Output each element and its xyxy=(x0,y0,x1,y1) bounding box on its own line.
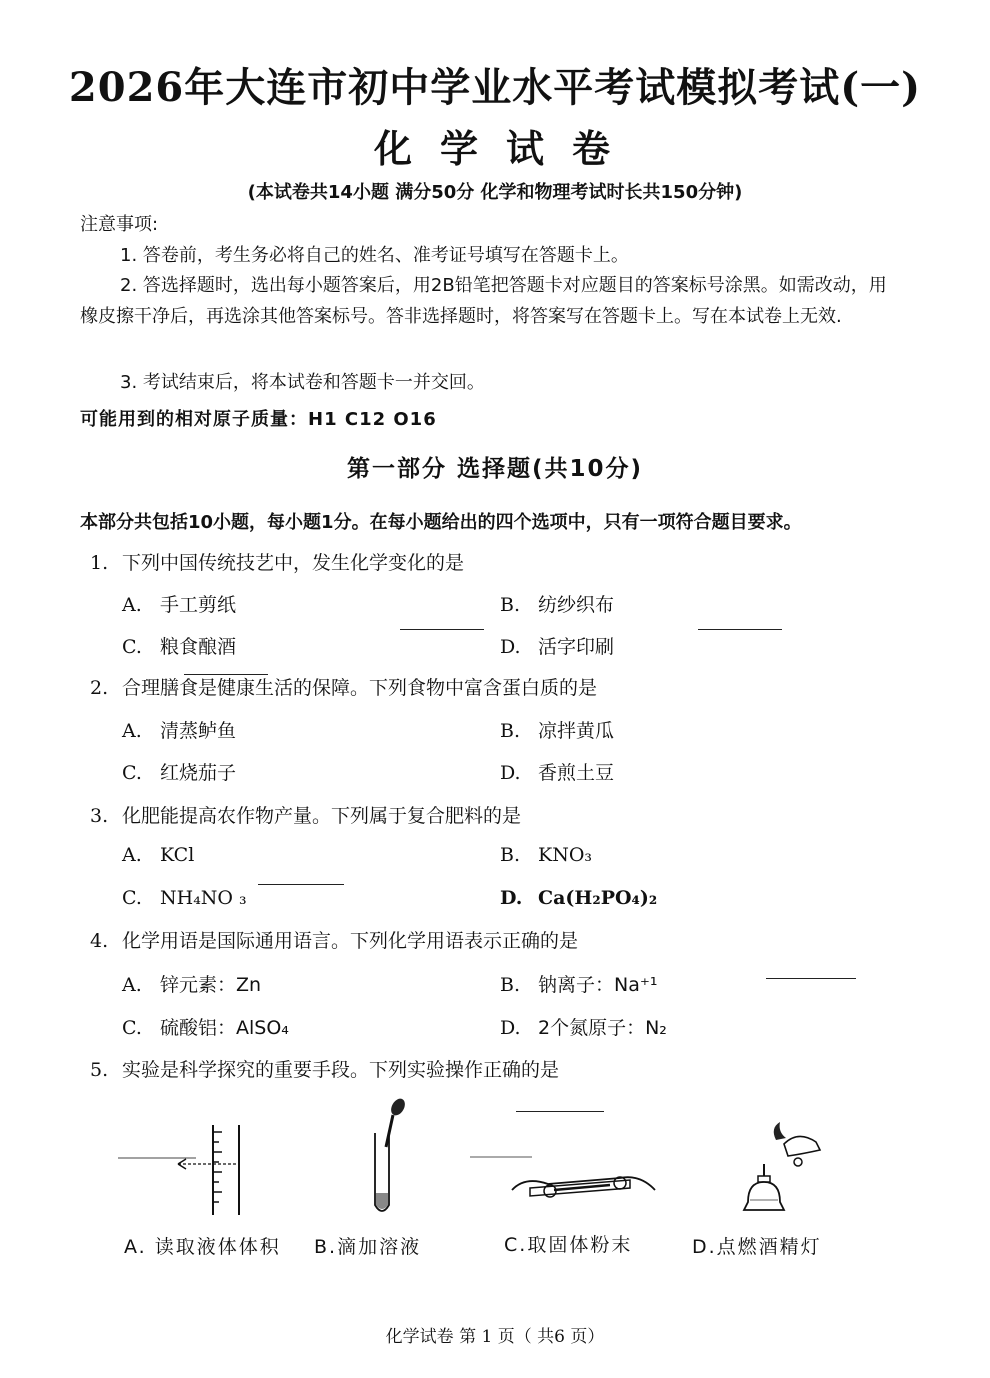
question-number: 2. xyxy=(90,677,109,699)
option-label: A. xyxy=(122,720,142,742)
q1-option-b xyxy=(500,590,614,617)
option-text: 2个氮原子：N₂ xyxy=(538,1017,667,1039)
part-description: 本部分共包括10小题，每小题1分。在每小题给出的四个选项中，只有一项符合题目要求。 xyxy=(80,512,802,533)
option-label: A. xyxy=(124,1236,147,1258)
option-text: 锌元素：Zn xyxy=(160,974,262,996)
caption-a xyxy=(124,1232,281,1259)
q3-option-b xyxy=(500,844,592,866)
option-text: 清蒸鲈鱼 xyxy=(160,720,237,742)
option-text: 粮食酿酒 xyxy=(160,636,237,658)
option-label: A. xyxy=(122,974,142,996)
page-footer: 化学试卷 第 1 页（ 共6 页） xyxy=(385,1327,605,1347)
stray-line xyxy=(184,674,268,675)
option-text: 活字印刷 xyxy=(538,636,615,658)
option-text: KCl xyxy=(160,844,195,866)
option-text: 钠离子：Na⁺¹ xyxy=(538,974,658,996)
q4-option-c xyxy=(122,1013,289,1040)
question-1 xyxy=(90,548,464,575)
q3-option-d xyxy=(500,887,657,909)
option-label: B. xyxy=(500,844,521,866)
option-text: 纺纱织布 xyxy=(538,594,615,616)
exam-subtitle: (本试卷共14小题 满分50分 化学和物理考试时长共150分钟) xyxy=(247,182,743,203)
caption-d xyxy=(692,1232,822,1259)
option-text: 手工剪纸 xyxy=(160,594,237,616)
option-label: B. xyxy=(500,974,521,996)
option-label: D. xyxy=(500,887,523,909)
option-label: B. xyxy=(500,594,521,616)
question-number: 3. xyxy=(90,805,109,827)
question-number: 1. xyxy=(90,552,109,574)
option-text: KNO₃ xyxy=(538,844,593,866)
option-text: 香煎土豆 xyxy=(538,762,615,784)
question-stem: 实验是科学探究的重要手段。下列实验操作正确的是 xyxy=(122,1059,560,1081)
q1-option-c xyxy=(122,632,236,659)
option-label: C. xyxy=(504,1234,528,1256)
note-item-1: 1. 答卷前，考生务必将自己的姓名、准考证号填写在答题卡上。 xyxy=(120,245,629,266)
caption-b xyxy=(314,1232,421,1259)
q2-option-d xyxy=(500,758,614,785)
option-label: A. xyxy=(122,594,142,616)
q3-option-a xyxy=(122,844,194,866)
option-label: D. xyxy=(692,1236,717,1258)
question-number: 5. xyxy=(90,1059,109,1081)
option-label: B. xyxy=(314,1236,338,1258)
exam-title: 2026年大连市初中学业水平考试模拟考试(一) xyxy=(68,64,922,111)
figure-read-volume xyxy=(118,1120,248,1220)
q2-option-a xyxy=(122,716,236,743)
option-label: D. xyxy=(500,762,521,784)
option-label: D. xyxy=(500,636,521,658)
option-label: A. xyxy=(122,844,142,866)
stray-line xyxy=(258,884,344,885)
figure-powder xyxy=(470,1150,660,1210)
option-text: 凉拌黄瓜 xyxy=(538,720,615,742)
question-stem: 化学用语是国际通用语言。下列化学用语表示正确的是 xyxy=(122,930,579,952)
question-2 xyxy=(90,673,597,700)
option-text: 红烧茄子 xyxy=(160,762,237,784)
option-label: C. xyxy=(122,1017,142,1039)
figure-dropper xyxy=(360,1095,420,1220)
option-label: D. xyxy=(500,1017,521,1039)
question-stem: 合理膳食是健康生活的保障。下列食物中富含蛋白质的是 xyxy=(122,677,598,699)
option-text: NH₄NO ₃ xyxy=(160,887,247,909)
stray-line xyxy=(400,629,484,630)
question-number: 4. xyxy=(90,930,109,952)
note-item-2: 2. 答选择题时，选出每小题答案后，用2B铅笔把答题卡对应题目的答案标号涂黑。如需改动，用橡皮擦干净后，再选涂其他答案标号。答非选择题时，将答案写在答题卡上。写在本试卷上无效. xyxy=(80,275,887,327)
q2-option-b xyxy=(500,716,614,743)
notes-heading: 注意事项: xyxy=(80,214,159,235)
q2-option-c xyxy=(122,758,236,785)
option-text: Ca(H₂PO₄)₂ xyxy=(538,887,658,909)
q4-option-a xyxy=(122,970,261,997)
q4-option-b xyxy=(500,970,658,997)
subject-title: 化学试卷 xyxy=(373,126,638,171)
q3-option-c xyxy=(122,887,247,909)
caption-c xyxy=(504,1230,632,1257)
option-text: 硫酸铝：AlSO₄ xyxy=(160,1017,289,1039)
option-text: 滴加溶液 xyxy=(337,1236,422,1258)
option-label: C. xyxy=(122,762,142,784)
part-title: 第一部分 选择题(共10分) xyxy=(346,456,644,482)
note-item-3: 3. 考试结束后，将本试卷和答题卡一并交回。 xyxy=(120,372,485,393)
question-5 xyxy=(90,1055,559,1082)
option-label: C. xyxy=(122,636,142,658)
q4-option-d xyxy=(500,1013,667,1040)
option-text: 点燃酒精灯 xyxy=(716,1236,822,1258)
q1-option-a xyxy=(122,590,236,617)
stray-line xyxy=(516,1111,604,1112)
question-4 xyxy=(90,926,578,953)
stray-line xyxy=(698,629,782,630)
question-stem: 下列中国传统技艺中，发生化学变化的是 xyxy=(122,552,465,574)
q1-option-d xyxy=(500,632,614,659)
option-label: C. xyxy=(122,887,142,909)
stray-line xyxy=(766,978,856,979)
question-3 xyxy=(90,801,521,828)
option-text: 读取液体体积 xyxy=(154,1236,281,1258)
question-stem: 化肥能提高农作物产量。下列属于复合肥料的是 xyxy=(122,805,522,827)
option-label: B. xyxy=(500,720,521,742)
atomic-masses: 可能用到的相对原子质量：H1 C12 O16 xyxy=(80,409,437,430)
option-text: 取固体粉末 xyxy=(527,1234,633,1256)
figure-alcohol-lamp xyxy=(740,1120,830,1220)
